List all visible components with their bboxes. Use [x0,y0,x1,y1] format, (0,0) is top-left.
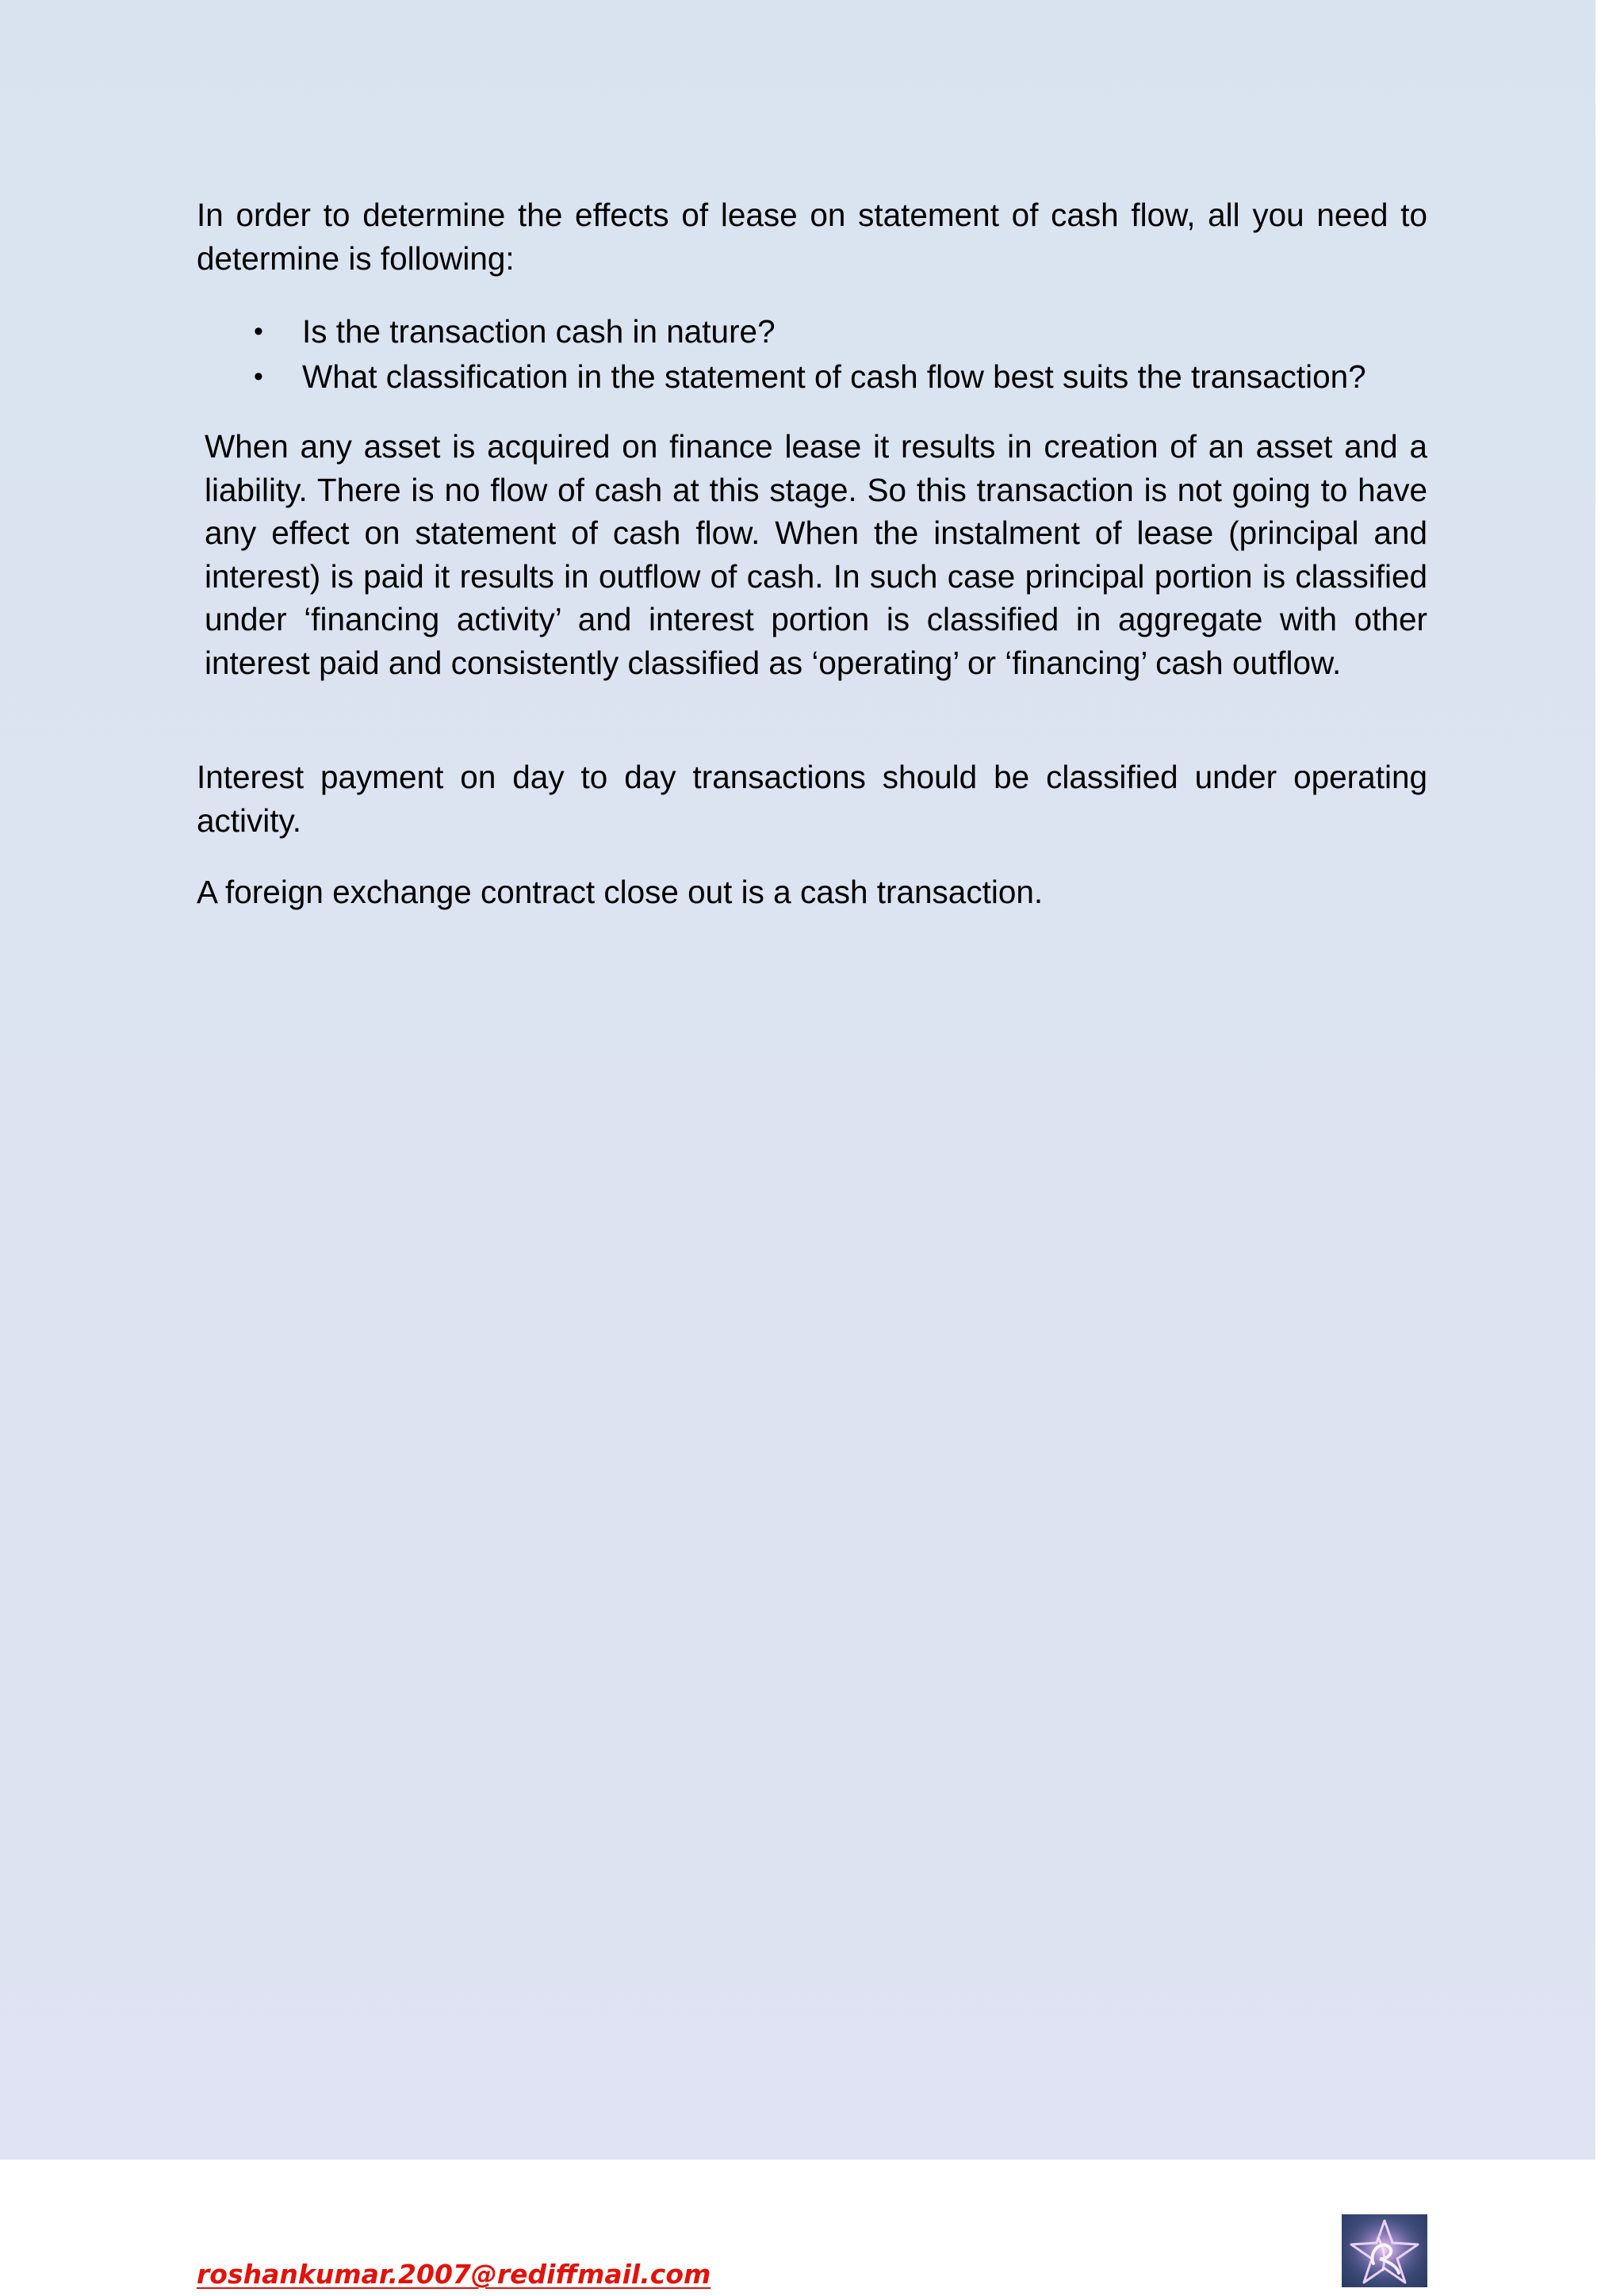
intro-paragraph: In order to determine the effects of lease on statement of cash flow, all you need to determine is following: [197,197,1427,277]
star-monogram-logo-icon [1342,2214,1427,2287]
bullet-item [197,354,1434,400]
bullet-text: Is the transaction cash in nature? [302,313,776,350]
bullet-list [197,309,1434,400]
foreign-exchange-paragraph: A foreign exchange contract close out is a cash transaction. [197,874,1044,910]
finance-lease-paragraph: When any asset is acquired on finance lease it results in creation of an asset and a liability. There is no flow of cash at this stage. So this transaction is not going to have any effect on statement of cash flow. When the instalment of lease (principal and interest) is paid it results in outflow of cash. In such case principal portion is classified under ‘financing activity’ and interest portion is classified in aggregate with other interest paid and consistently classified as ‘operating’ or ‘financing’ cash outflow. [205,428,1427,681]
bullet-icon: • [254,362,263,392]
bullet-text: What classification in the statement of cash flow best suits the transaction? [302,358,1366,395]
footer-email-link[interactable]: roshankumar.2007@rediffmail.com [197,2259,711,2290]
interest-payment-paragraph: Interest payment on day to day transactions should be classified under operating activity. [197,759,1427,839]
bullet-icon: • [254,316,263,346]
bullet-item [197,309,1434,354]
